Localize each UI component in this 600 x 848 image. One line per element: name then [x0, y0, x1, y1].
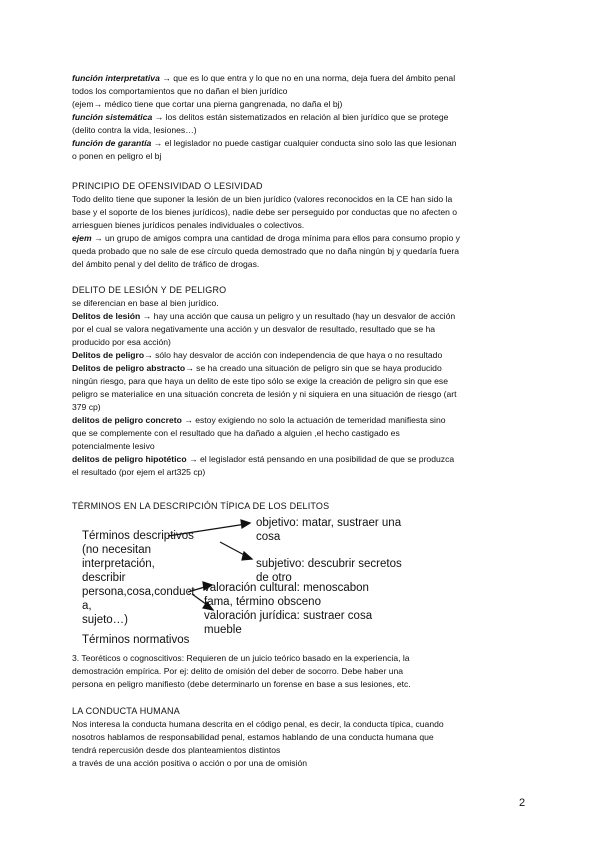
diagram-label: fama, término obsceno: [204, 596, 321, 608]
definition-term: Delitos de peligro: [72, 350, 145, 360]
terms-diagram: [80, 514, 450, 646]
definition-line: Delitos de peligro→ sólo hay desvalor de acción con independencia de que haya o no resultado: [72, 350, 443, 360]
diagram-label: subjetivo: descubrir secretos: [256, 558, 402, 570]
text-line: el resultado (por ejem el art325 cp): [72, 467, 206, 477]
arrowhead-icon: [241, 520, 250, 528]
lesion-section: [72, 284, 532, 479]
text-line: Todo delito tiene que suponer la lesión de un bien jurídico (valores reconocidos en la CE han sido la: [72, 194, 453, 204]
text-line: base y el soporte de los bienes jurídicos), nadie debe ser perseguido por conductas que no afecten o: [72, 207, 458, 217]
function-term: función sistemática: [72, 112, 153, 122]
text-line: demostración empírica. Por ej: delito de omisión del deber de socorro. Debe haber una: [72, 666, 404, 676]
function-line: función interpretativa → que es lo que entra y lo que no en una norma, deja fuera del ámbito penal: [72, 73, 456, 83]
ofensividad-section: [72, 180, 532, 271]
text-line: del ámbito penal y del delito de tráfico de drogas.: [72, 259, 260, 269]
function-term: función interpretativa: [72, 73, 160, 83]
function-term: función de garantía: [72, 138, 152, 148]
diagram-label: Términos normativos: [82, 634, 190, 646]
text-line: o ponen en peligro el bj: [72, 151, 162, 161]
definition-term: Delitos de lesión: [72, 311, 141, 321]
diagram-label: valoración jurídica: sustraer cosa: [204, 610, 373, 622]
diagram-label: describir: [82, 572, 126, 584]
text-line: (ejem→ médico tiene que cortar una pierna gangrenada, no daña el bj): [72, 99, 343, 109]
diagram-label: valoración cultural: menoscabon: [204, 582, 369, 594]
section-heading: PRINCIPIO DE OFENSIVIDAD O LESIVIDAD: [72, 181, 263, 191]
function-line: función de garantía → el legislador no puede castigar cualquier conducta sino solo las que lesionan: [72, 138, 457, 148]
text-line: (delito contra la vida, lesiones…): [72, 125, 197, 135]
example-line: ejem → un grupo de amigos compra una cantidad de droga mínima para ellos para consumo propio y: [72, 233, 460, 243]
text-line: potencialmente lesivo: [72, 441, 155, 451]
text-line: ningún riesgo, para que haya un delito de este tipo sólo se exige la creación de peligro sin que ese: [72, 376, 448, 386]
definition-line: delitos de peligro concreto → estoy exigiendo no solo la actuación de temeridad manifiesta sino: [72, 415, 446, 425]
text-line: persona en peligro manifiesto (debe determinarlo un forense en base a sus lesiones, etc.: [72, 679, 411, 689]
text-line: 3. Teoréticos o cognoscitivos: Requieren de un juicio teórico basado en la experiencia, la: [72, 653, 410, 663]
functions-section: [72, 72, 532, 163]
definition-term: delitos de peligro hipotético: [72, 454, 187, 464]
diagram-label: a,: [82, 600, 92, 612]
text-line: Nos interesa la conducta humana descrita en el código penal, es decir, la conducta típica, cuando: [72, 719, 444, 729]
definition-line: delitos de peligro hipotético → el legislador está pensando en una posibilidad de que se produzca: [72, 454, 455, 464]
text-line: tendrá repercusión desde dos planteamientos distintos: [72, 745, 281, 755]
section-heading: LA CONDUCTA HUMANA: [72, 706, 180, 716]
text-line: todos los comportamientos que no dañan el bien jurídico: [72, 86, 288, 96]
diagram-label: de otro: [256, 572, 292, 584]
text-line: 379 cp): [72, 402, 101, 412]
terminos-heading-block: [72, 500, 532, 513]
text-line: por el cual se valora negativamente una acción y un desvalor de resultado, resultado que se ha: [72, 324, 436, 334]
diagram-label: Términos descriptivos: [82, 530, 194, 542]
function-line: función sistemática → los delitos están sistematizados en relación al bien jurídico que se protege: [72, 112, 449, 122]
definition-line: Delitos de peligro abstracto→ se ha creado una situación de peligro sin que se haya producido: [72, 363, 442, 373]
text-line: a través de una acción positiva o acción o por una de omisión: [72, 758, 308, 768]
arrowhead-icon: [242, 552, 252, 560]
diagram-label: mueble: [204, 624, 242, 636]
section-heading: TÉRMINOS EN LA DESCRIPCIÓN TÍPICA DE LOS DELITOS: [72, 501, 330, 511]
text-line: se diferencian en base al bien jurídico.: [72, 298, 219, 308]
diagram-label: objetivo: matar, sustraer una: [256, 517, 402, 529]
text-line: queda probado que no sale de ese círculo queda demostrado que no daña ningún bj y quedaría fuera: [72, 246, 460, 256]
conducta-section: [72, 705, 532, 770]
text-line: arriesguen bienes jurídicos penales individuales o colectivos.: [72, 220, 305, 230]
section-heading: DELITO DE LESIÓN Y DE PELIGRO: [72, 285, 227, 295]
text-line: nosotros hablamos de responsabilidad penal, estamos hablando de una conducta humana que: [72, 732, 434, 742]
text-line: producido por esa acción): [72, 337, 171, 347]
diagram-label: cosa: [256, 531, 281, 543]
text-line: peligro se materialice en una situación concreta de lesión y ni siquiera en una situación de riesgo (art: [72, 389, 457, 399]
teoreticos-paragraph: [72, 652, 532, 691]
page-number: 2: [519, 797, 526, 809]
definition-line: Delitos de lesión → hay una acción que causa un peligro y un resultado (hay un desvalor de acción: [72, 311, 456, 321]
diagram-label: persona,cosa,conduct: [82, 586, 195, 598]
definition-term: Delitos de peligro abstracto: [72, 363, 186, 373]
diagram-label: sujeto…): [82, 614, 129, 626]
definition-term: delitos de peligro concreto: [72, 415, 182, 425]
text-line: que se complemente con el resultado que ha dañado a alguien ,el hecho castigado es: [72, 428, 400, 438]
diagram-label: (no necesitan: [82, 544, 152, 556]
example-term: ejem: [72, 233, 92, 243]
diagram-label: interpretación,: [82, 558, 155, 570]
